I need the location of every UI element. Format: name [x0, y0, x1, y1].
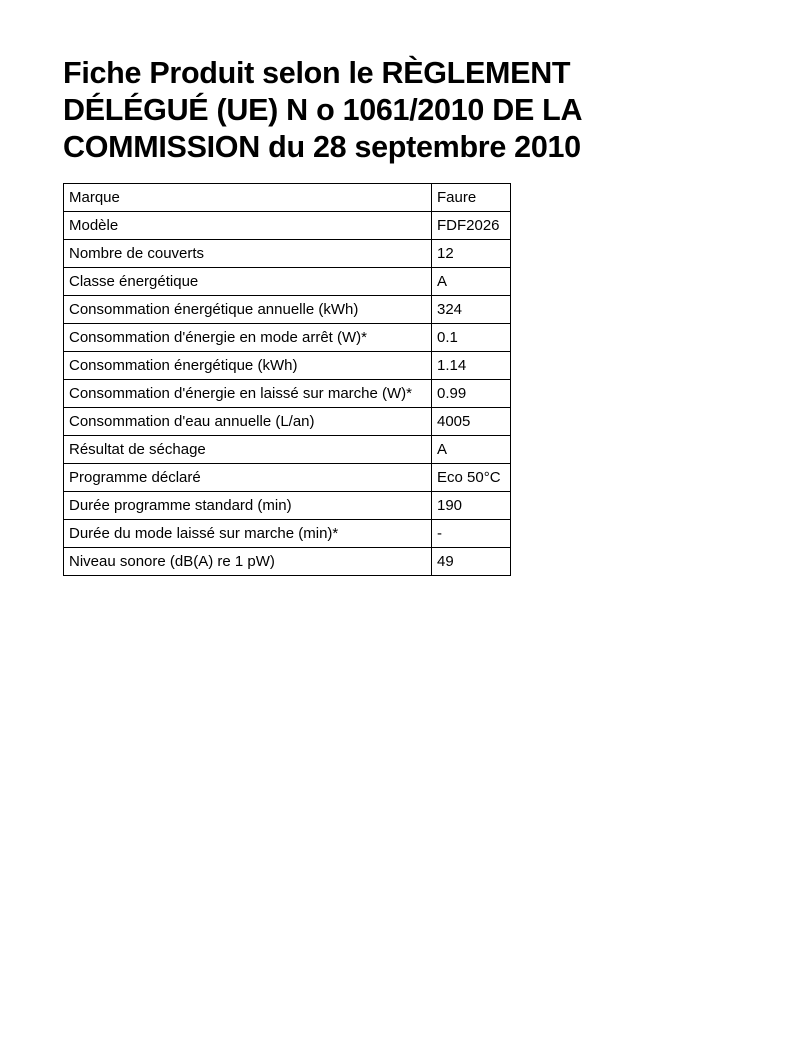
row-value: 324 — [432, 296, 511, 324]
row-value: - — [432, 520, 511, 548]
table-row — [64, 212, 511, 240]
row-label: Consommation d'eau annuelle (L/an) — [64, 408, 432, 436]
table-row — [64, 464, 511, 492]
table-row — [64, 184, 511, 212]
table-row — [64, 492, 511, 520]
table-row — [64, 352, 511, 380]
row-label: Durée programme standard (min) — [64, 492, 432, 520]
table-row — [64, 408, 511, 436]
row-label: Marque — [64, 184, 432, 212]
row-label: Modèle — [64, 212, 432, 240]
row-value: 190 — [432, 492, 511, 520]
product-sheet — [63, 55, 703, 570]
table-row — [64, 380, 511, 408]
row-value: 0.1 — [432, 324, 511, 352]
row-label: Consommation d'énergie en laissé sur marche (W)* — [64, 380, 432, 408]
row-label: Résultat de séchage — [64, 436, 432, 464]
row-label: Programme déclaré — [64, 464, 432, 492]
row-value: Eco 50°C — [432, 464, 511, 492]
row-value: 12 — [432, 240, 511, 268]
row-value: 0.99 — [432, 380, 511, 408]
row-label: Durée du mode laissé sur marche (min)* — [64, 520, 432, 548]
spec-table — [63, 183, 511, 576]
row-label: Consommation d'énergie en mode arrêt (W)* — [64, 324, 432, 352]
table-row — [64, 548, 511, 576]
table-row — [64, 240, 511, 268]
row-label: Niveau sonore (dB(A) re 1 pW) — [64, 548, 432, 576]
row-value: FDF2026 — [432, 212, 511, 240]
row-value: A — [432, 268, 511, 296]
row-value: Faure — [432, 184, 511, 212]
row-value: 4005 — [432, 408, 511, 436]
page-title: Fiche Produit selon le RÈGLEMENT DÉLÉGUÉ (UE) N o 1061/2010 DE LA COMMISSION du 28 septembre 2010 — [63, 56, 582, 164]
row-label: Consommation énergétique annuelle (kWh) — [64, 296, 432, 324]
row-label: Consommation énergétique (kWh) — [64, 352, 432, 380]
row-value: 49 — [432, 548, 511, 576]
table-row — [64, 268, 511, 296]
table-row — [64, 436, 511, 464]
table-row — [64, 520, 511, 548]
row-value: A — [432, 436, 511, 464]
table-row — [64, 296, 511, 324]
row-label: Nombre de couverts — [64, 240, 432, 268]
row-label: Classe énergétique — [64, 268, 432, 296]
table-row — [64, 324, 511, 352]
row-value: 1.14 — [432, 352, 511, 380]
